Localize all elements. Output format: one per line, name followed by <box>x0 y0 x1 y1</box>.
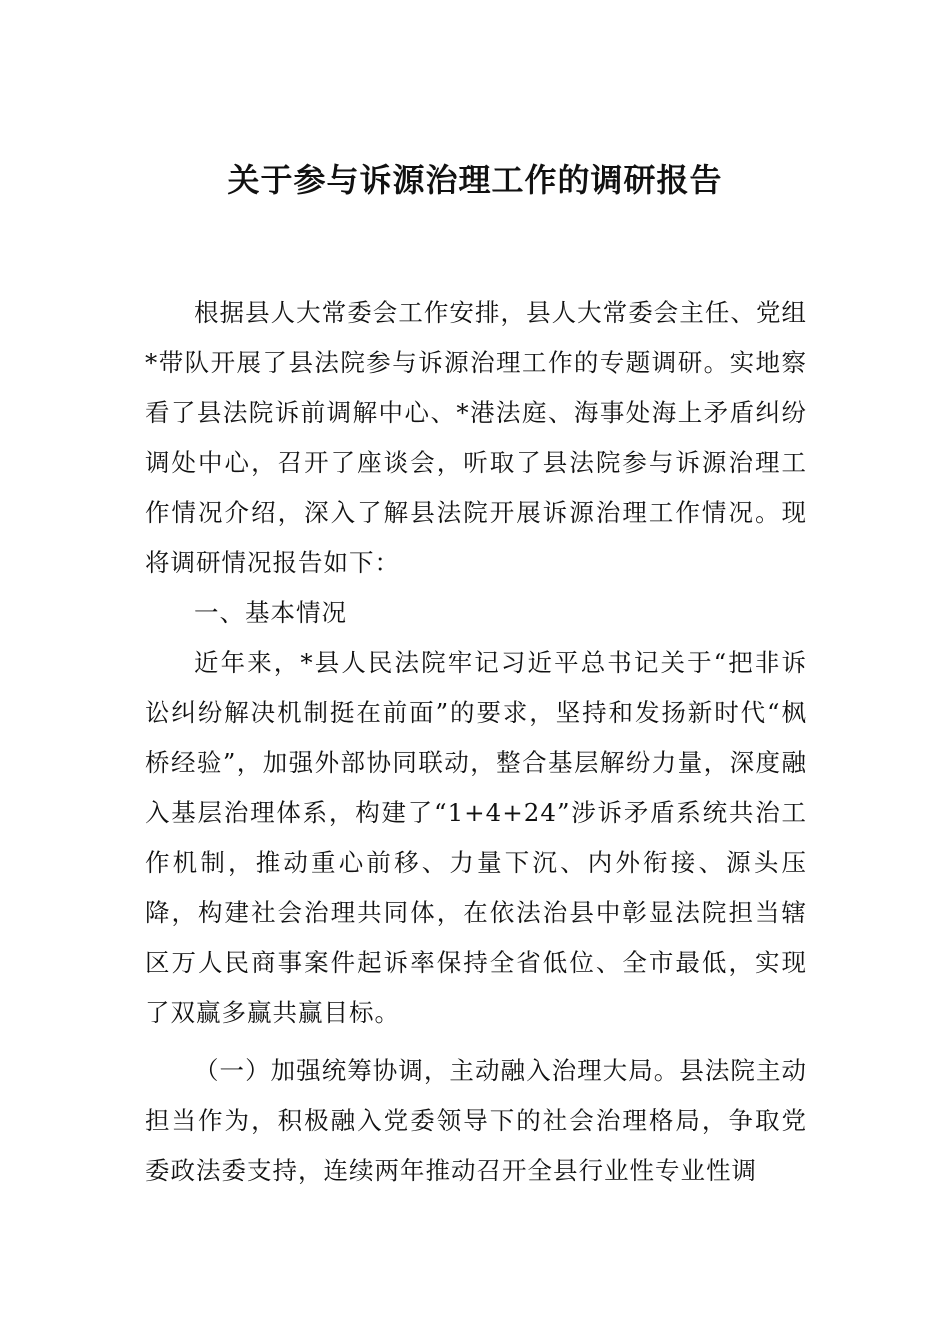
basic-situation-paragraph: 近年来，*县人民法院牢记习近平总书记关于“把非诉讼纠纷解决机制挺在前面”的要求，坚持和发扬新时代“枫桥经验”，加强外部协同联动，整合基层解纷力量，深度融入基层治理体系，构建了“1+4+24”涉诉矛盾系统共治工作机制，推动重心前移、力量下沉、内外衔接、源头压降，构建社会治理共同体，在依法治县中彰显法院担当辖区万人民商事案件起诉率保持全省低位、全市最低，实现了双赢多赢共赢目标。 <box>145 648 807 1027</box>
document-body <box>145 288 807 1196</box>
intro-paragraph: 根据县人大常委会工作安排，县人大常委会主任、党组*带队开展了县法院参与诉源治理工作的专题调研。实地察看了县法院诉前调解中心、*港法庭、海事处海上矛盾纠纷调处中心，召开了座谈会，听取了县法院参与诉源治理工作情况介绍，深入了解县法院开展诉源治理工作情况。现将调研情况报告如下： <box>145 298 807 577</box>
section-heading: 一、基本情况 <box>194 598 347 627</box>
subsection-paragraph: （一）加强统筹协调，主动融入治理大局。县法院主动担当作为，积极融入党委领导下的社会治理格局，争取党委政法委支持，连续两年推动召开全县行业性专业性调 <box>145 1056 807 1185</box>
document-title: 关于参与诉源治理工作的调研报告 <box>227 161 723 199</box>
